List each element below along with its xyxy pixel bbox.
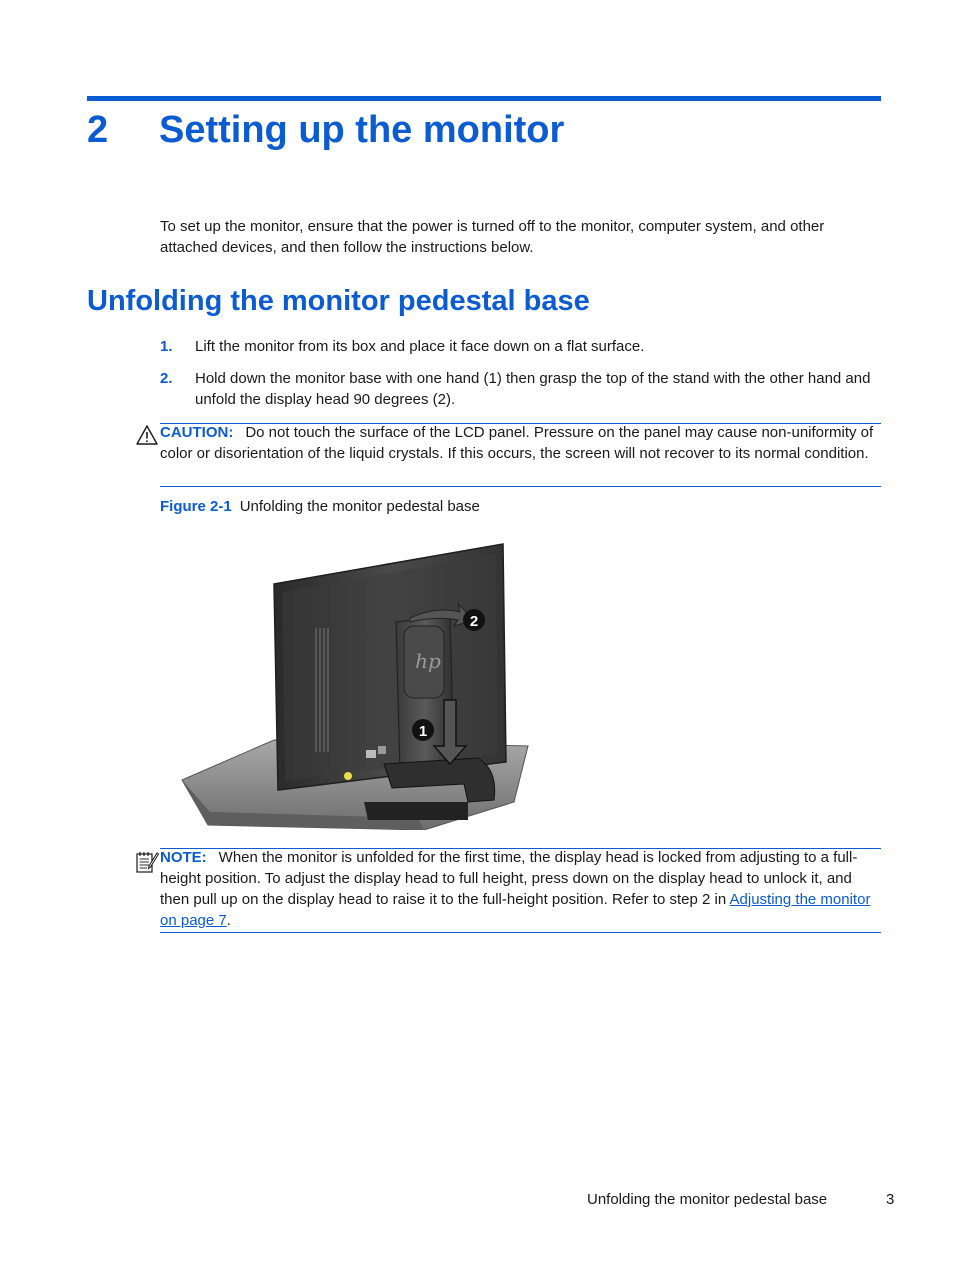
caution-box <box>160 422 880 464</box>
note-bottom-rule <box>160 932 881 933</box>
figure-label: Figure 2-1 <box>160 498 232 515</box>
warning-triangle-icon <box>136 425 158 445</box>
caution-text: Do not touch the surface of the LCD panel. Pressure on the panel may cause non-uniformity of color or disorientation of the liquid crystals. If this occurs, the screen will not recover to its normal condition. <box>160 424 874 462</box>
caution-bottom-rule <box>160 486 881 487</box>
step-1 <box>160 336 882 357</box>
note-pad-icon <box>135 850 159 874</box>
monitor-unfold-figure <box>178 540 534 830</box>
chapter-title-text: Setting up the monitor <box>159 109 565 151</box>
figure-caption-text: Unfolding the monitor pedestal base <box>239 498 480 515</box>
step-2 <box>160 368 882 410</box>
intro-paragraph: To set up the monitor, ensure that the power is turned off to the monitor, computer system, and other attached devices, and then follow the instructions below. <box>160 218 825 256</box>
section-title: Unfolding the monitor pedestal base <box>87 285 590 317</box>
callout-1: 1 <box>418 723 428 740</box>
note-text-end: . <box>226 912 231 929</box>
step-text: Lift the monitor from its box and place it face down on a flat surface. <box>195 338 645 355</box>
note-box <box>160 847 880 931</box>
step-number: 2. <box>160 370 173 387</box>
hp-logo-icon: hp <box>415 649 441 673</box>
callout-2: 2 <box>469 613 479 630</box>
adjusting-monitor-link[interactable]: Adjusting the monitor on page 7 <box>160 891 871 929</box>
step-number: 1. <box>160 338 173 355</box>
chapter-title <box>87 104 564 156</box>
chapter-rule <box>87 96 881 101</box>
figure-caption <box>160 496 480 517</box>
footer-section-title: Unfolding the monitor pedestal base <box>587 1191 828 1208</box>
note-label: NOTE: <box>160 849 207 866</box>
note-text: When the monitor is unfolded for the first time, the display head is locked from adjusting to a full-height position. To adjust the display head to full height, press down on the display head to unlock it, and then pull up on the display head to raise it to the full-height position. Refer to step 2 in <box>160 849 858 908</box>
footer-page-number: 3 <box>886 1191 895 1208</box>
chapter-number: 2 <box>87 109 109 151</box>
step-text: Hold down the monitor base with one hand (1) then grasp the top of the stand with the other hand and unfold the display head 90 degrees (2). <box>195 370 871 408</box>
caution-label: CAUTION: <box>160 424 234 441</box>
